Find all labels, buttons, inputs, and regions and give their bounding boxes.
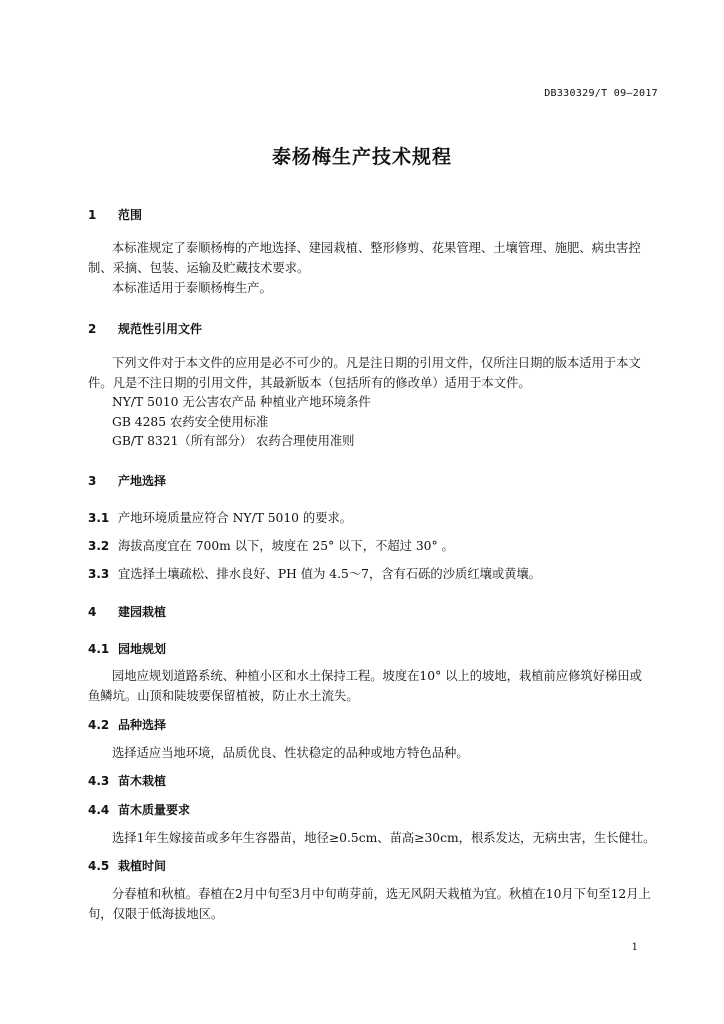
section-heading-3 (88, 472, 166, 489)
section-number: 2 (88, 322, 97, 336)
reference-item: GB 4285 农药安全使用标准 (112, 415, 269, 429)
subsection-title: 园地规划 (118, 642, 167, 656)
clause-3-3 (88, 564, 658, 582)
subsection-title: 栽植时间 (118, 859, 167, 873)
subsection-heading-4-2 (88, 716, 166, 733)
reference-paragraph-line: 下列文件对于本文件的应用是必不可少的。凡是注日期的引用文件，仅所注日期的版本适用于本文 (112, 356, 641, 370)
clause-3-1 (88, 508, 658, 526)
subsection-heading-4-4 (88, 801, 190, 818)
subsection-number: 4.3 (88, 774, 110, 788)
planning-paragraph-line: 鱼鳞坑。山顶和陡坡要保留植被，防止水土流失。 (88, 689, 359, 703)
section-title: 建园栽植 (118, 605, 167, 619)
subsection-number: 4.2 (88, 718, 110, 732)
variety-paragraph: 选择适应当地环境，品质优良、性状稳定的品种或地方特色品种。 (112, 746, 469, 760)
subsection-heading-4-1 (88, 640, 166, 657)
scope-applicability: 本标准适用于泰顺杨梅生产。 (112, 281, 272, 295)
subsection-heading-4-3 (88, 772, 166, 789)
page-number: 1 (631, 942, 638, 953)
subsection-title: 品种选择 (118, 718, 167, 732)
clause-number: 3.2 (88, 539, 110, 553)
scope-paragraph-line: 制、采摘、包装、运输及贮藏技术要求。 (88, 261, 310, 275)
scope-paragraph-line: 本标准规定了泰顺杨梅的产地选择、建园栽植、整形修剪、花果管理、土壤管理、施肥、病虫害控 (112, 241, 641, 255)
reference-paragraph-line: 件。凡是不注日期的引用文件，其最新版本（包括所有的修改单）适用于本文件。 (88, 376, 531, 390)
section-heading-1 (88, 206, 142, 223)
seedling-quality-paragraph: 选择1年生嫁接苗或多年生容器苗，地径≥0.5cm、苗高≥30cm，根系发达，无病虫害，生长健壮。 (112, 831, 656, 845)
clause-text: 宜选择土壤疏松、排水良好、PH 值为 4.5～7，含有石砾的沙质红壤或黄壤。 (118, 567, 542, 581)
clause-text: 海拔高度宜在 700m 以下，坡度在 25° 以下，不超过 30° 。 (118, 539, 454, 553)
reference-item: GB/T 8321（所有部分） 农药合理使用准则 (112, 434, 355, 448)
section-number: 4 (88, 605, 97, 619)
subsection-number: 4.4 (88, 803, 110, 817)
clause-text: 产地环境质量应符合 NY/T 5010 的要求。 (118, 511, 353, 525)
section-title: 范围 (118, 208, 143, 222)
section-number: 3 (88, 474, 97, 488)
subsection-number: 4.5 (88, 859, 110, 873)
subsection-heading-4-5 (88, 857, 166, 874)
planning-paragraph-line: 园地应规划道路系统、种植小区和水土保持工程。坡度在10° 以上的坡地，栽植前应修筑好梯田或 (112, 669, 642, 683)
planting-time-paragraph-line: 分春植和秋植。春植在2月中旬至3月中旬萌芽前，选无风阴天栽植为宜。秋植在10月下旬至12月上 (112, 887, 651, 901)
document-title: 泰杨梅生产技术规程 (271, 146, 452, 168)
subsection-title: 苗木质量要求 (118, 803, 191, 817)
planting-time-paragraph-line: 旬，仅限于低海拔地区。 (88, 907, 224, 921)
clause-number: 3.1 (88, 511, 110, 525)
section-heading-2 (88, 320, 202, 337)
standard-code: DB330329/T 09—2017 (544, 88, 658, 99)
subsection-number: 4.1 (88, 642, 110, 656)
clause-3-2 (88, 536, 658, 554)
clause-number: 3.3 (88, 567, 110, 581)
section-title: 产地选择 (118, 474, 167, 488)
subsection-title: 苗木栽植 (118, 774, 167, 788)
section-heading-4 (88, 603, 166, 620)
section-number: 1 (88, 208, 97, 222)
section-title: 规范性引用文件 (118, 322, 203, 336)
reference-item: NY/T 5010 无公害农产品 种植业产地环境条件 (112, 395, 371, 409)
